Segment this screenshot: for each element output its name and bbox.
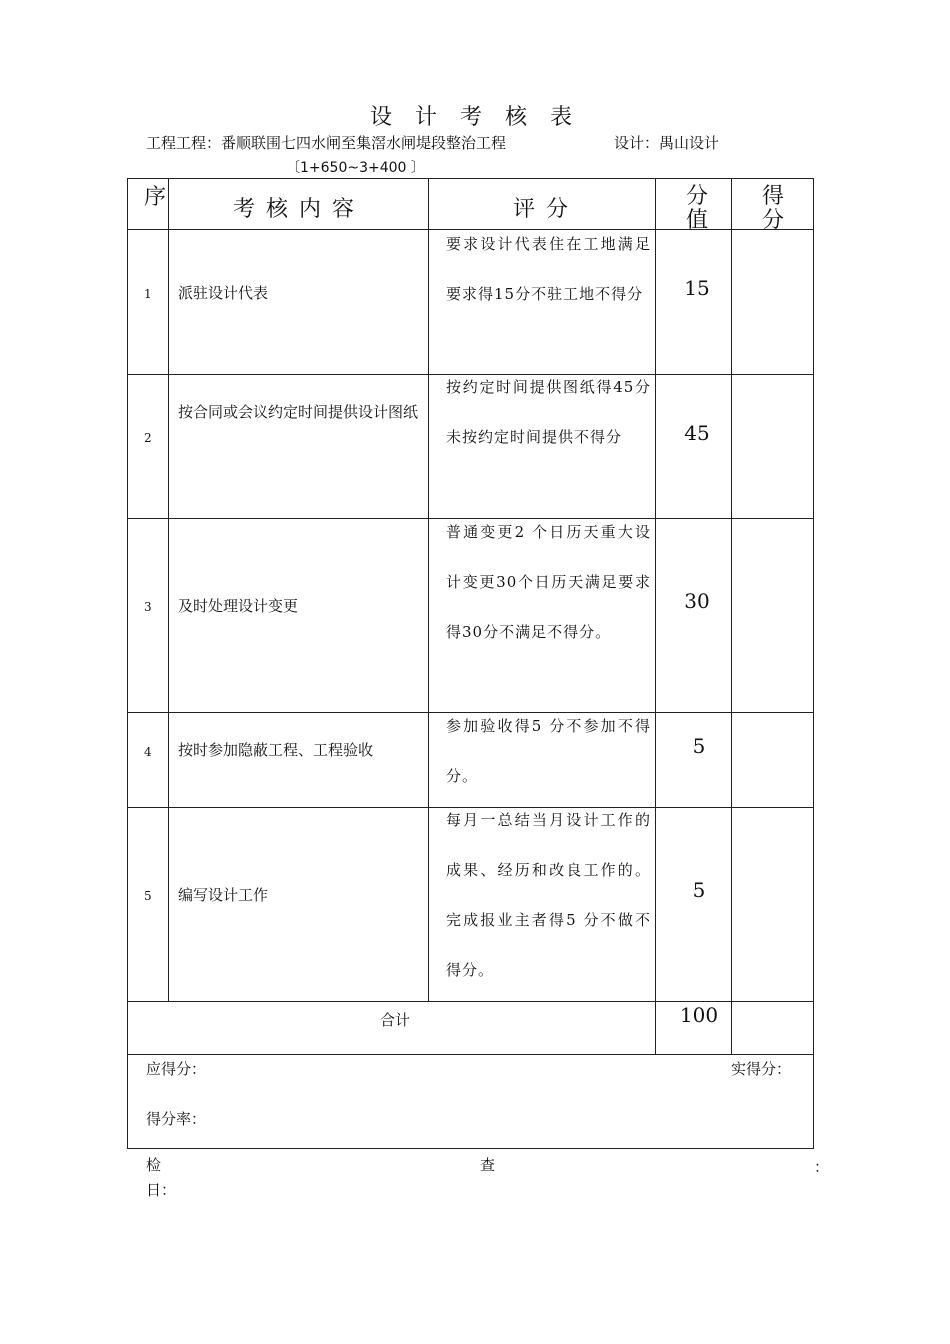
row-number: 1 xyxy=(144,287,152,301)
score-rate-label: 得分率： xyxy=(146,1110,207,1128)
header-seq: 序 xyxy=(144,185,167,210)
page-title: 设 计 考 核 表 xyxy=(370,105,580,130)
row-score: 5 xyxy=(692,734,706,758)
header-content: 考 核 内 容 xyxy=(233,197,356,222)
header-value-bottom: 值 xyxy=(686,208,709,233)
row-content: 按合同或会议约定时间提供设计图纸 xyxy=(178,403,419,421)
row-score: 30 xyxy=(684,589,710,613)
col-divider xyxy=(428,178,429,1001)
project-label: 工程工程：番顺联围七四水闸至集滘水闸堤段整治工程 xyxy=(146,134,507,152)
header-got-top: 得 xyxy=(762,184,785,209)
header-value-top: 分 xyxy=(686,184,709,209)
total-label: 合计 xyxy=(380,1011,411,1029)
col-divider xyxy=(655,178,656,1054)
total-value: 100 xyxy=(679,1003,719,1027)
header-got-bottom: 分 xyxy=(762,208,785,233)
col-divider xyxy=(168,178,169,1001)
actual-score-label: 实得分： xyxy=(731,1060,792,1078)
row-divider xyxy=(127,1054,814,1055)
date-label: 日： xyxy=(146,1181,177,1199)
row-score: 5 xyxy=(692,878,706,902)
row-score: 15 xyxy=(684,276,710,300)
row-content: 编写设计工作 xyxy=(178,886,269,904)
col-divider xyxy=(731,178,732,1054)
row-criteria: 参加验收得5 分不参加不得分。 xyxy=(446,717,651,785)
check-label: 检 xyxy=(146,1156,162,1174)
row-number: 4 xyxy=(144,745,152,759)
row-divider xyxy=(127,1001,814,1002)
row-score: 45 xyxy=(684,421,710,445)
designer-label: 设计：禺山设计 xyxy=(614,134,720,152)
row-number: 5 xyxy=(144,889,152,903)
row-number: 2 xyxy=(144,431,152,445)
row-criteria: 要求设计代表住在工地满足要求得15分不驻工地不得分 xyxy=(446,235,651,303)
range-label: 〔1+650~3+400 〕 xyxy=(286,160,425,176)
expected-score-label: 应得分： xyxy=(146,1060,207,1078)
row-content: 及时处理设计变更 xyxy=(178,597,299,615)
row-content: 按时参加隐蔽工程、工程验收 xyxy=(178,741,374,759)
row-criteria: 按约定时间提供图纸得45分未按约定时间提供不得分 xyxy=(446,378,651,446)
header-criteria: 评 分 xyxy=(513,197,570,222)
inspect-label: 查 xyxy=(480,1156,496,1174)
row-number: 3 xyxy=(144,600,152,614)
colon-label: ： xyxy=(814,1158,830,1176)
row-criteria: 普通变更2 个日历天重大设计变更30个日历天满足要求得30分不满足不得分。 xyxy=(446,523,651,641)
row-content: 派驻设计代表 xyxy=(178,284,269,302)
row-criteria: 每月一总结当月设计工作的成果、经历和改良工作的。完成报业主者得5 分不做不得分。 xyxy=(446,811,651,979)
